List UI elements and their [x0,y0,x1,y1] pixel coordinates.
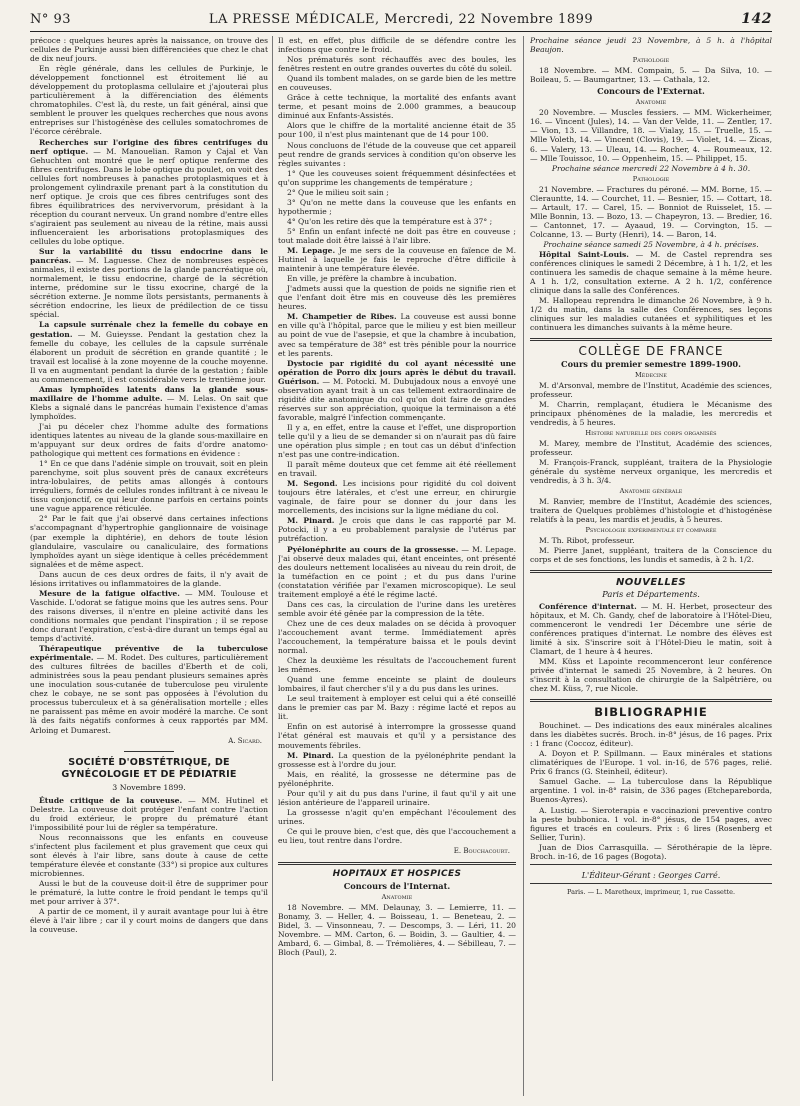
paragraph: M. Hallopeau reprendra le dimanche 26 Novembre, à 9 h. 1/2 du matin, dans la salle des Conférences, ses leçons cliniques sur les maladies cutanées et syphilitiques et les continuera les dimanches suivants à la même heure. [530,296,772,333]
article-body: — M. Potocki. M. Dubujadoux nous a envoyé une observation ayant trait à un cas tellement extraordinaire de rigidité dite anatomique du col qu'on doit faire de grandes réserves sur son appréciation, quoique la terminaison a été favorable, malgré l'infection commençante. [278,376,516,422]
list-item: 2° Que le milieu soit sain ; [287,187,389,197]
bibliography-entry: A. Doyon et P. Spillmann. — Eaux minérales et stations climatériques de l'Europe. 1 vol. in-16, de 576 pages, relié. Prix 6 francs (G. Steinheil, éditeur). [530,749,772,777]
paragraph: Ce qui le prouve bien, c'est que, dès que l'accouchement a eu lieu, tout rentre dans l'ordre. [278,826,516,845]
paragraph: Nos prématurés sont réchauffés avec des boules, les fenêtres restent en outre grandes ouvertes du côté du soleil. [278,55,516,74]
paragraph: Alors que le chiffre de la mortalité ancienne était de 35 pour 100, il n'est plus maintenant que de 14 pour 100. [278,121,516,140]
article-body: La question de la pyélonéphrite pendant la grossesse est à l'ordre du jour. [278,750,516,769]
article-body: — M. de Castel reprendra ses conférences cliniques le samedi 2 Décembre, à 1 h. 1/2, et les continuera les samedis de chaque semaine à la même heure. A 1 h. 1/2, consultation externe. A 2 h. 1/2, conférence clinique dans la salle des Conférences. [530,250,772,296]
article [30,796,268,832]
society-date: 3 Novembre 1899. [112,782,186,792]
paragraph: M. Charrin, remplaçant, étudiera le Mécanisme des principaux phénomènes de la maladie, les mercredis et vendredis, à 5 heures. [530,399,772,427]
article-body: — MM. Toulouse et Vaschide. L'odorat se fatigue moins que les autres sens. Pour des raisons diverses, il n'entre en pleine activité dans les conditions normales que pendant l'inspiration ; il se repose donc durant l'expiration, c'est-à-dire durant un temps égal au temps d'activité. [30,588,268,644]
paragraph: Prochaine séance mercredi 22 Novembre à 4 h. 30. [551,163,751,173]
article [278,359,516,422]
discipline-label: Pathologie [632,56,670,65]
printer-credit: Paris. — L. Maretheux, imprimeur, 1, rue Cassette. [566,887,736,896]
separator-rule [124,751,174,752]
paragraph: Nous concluons de l'étude de la couveuse que cet appareil peut rendre de grands services à condition qu'on observe les règles suivantes : [278,140,516,168]
discipline-label: Psychologie expérimentale et comparée [585,526,717,535]
paragraph: Dans aucun de ces deux ordres de faits, il n'y avait de lésions irritatives ou inflammatoires de la glande. [30,569,268,588]
paragraph: Chez la deuxième les résultats de l'accouchement furent les mêmes. [278,656,516,675]
paragraph: Dans ces cas, la circulation de l'urine dans les uretères semble avoir été gênée par la compression de la tête. [278,599,516,618]
article [278,751,516,769]
bibliography-entry: Bouchinet. — Des indications des eaux minérales alcalines dans les diabètes sucrés. Broch. in-8° jésus, de 16 pages. Prix : 1 franc (Coccoz, éditeur). [530,721,772,749]
article [30,644,268,734]
section-banner-nouvelles: NOUVELLES [616,577,686,589]
paragraph: La grossesse n'agit qu'en empêchant l'écoulement des urines. [278,807,516,826]
column-2 [278,36,516,1081]
article-body: — M. Lelas. On sait que Klebs a signalé dans le pancréas humain l'existence d'amas lymphoïdes. [30,393,268,421]
section-banner-hopitaux: HOPITAUX ET HOSPICES [332,869,462,880]
discipline-label: Anatomie [381,893,413,902]
paragraph: 2° Par le fait que j'ai observé dans certaines infections s'accompagnant d'hypertrophie ganglionnaire de voisinage (par exemple la diphtérie), en dehors de toute lésion glandulaire, vasculaire ou canaliculaire, des formations lymphoïdes ayant un siège identique à celles précédemment signalées et de même aspect. [30,514,268,569]
paragraph: M. Th. Ribot, professeur. [539,536,635,546]
paragraph: MM. Küss et Lapointe recommenceront leur conférence privée d'internat le samedi 25 Novembre, à 2 heures. On s'inscrit à la consultation de chirurgie de la Salpêtrière, ou chez M. Küss, 7, rue Nicole. [530,656,772,693]
paragraph: 18 Novembre. — MM. Delaunay, 3. — Lemierre, 11. — Bonamy, 3. — Heller, 4. — Boisseau, 1. — Beneteau, 2. — Bidel, 3. — Vinsonneau, 7. — Descomps, 3. — Léri, 11. 20 Novembre. — MM. Carton, 6. — Boidin, 3. — Gaultier, 4. — Ambard, 6. — Gimbal, 8. — Trémolières, 4. — Sébilleau, 7. — Bloch (Paul), 2. [278,903,516,958]
column-1 [30,36,268,1081]
subsection-title: Concours de l'Externat. [597,86,705,97]
list-item: 5° Enfin un enfant infecté ne doit pas être en couveuse ; tout malade doit être laissé à l'air libre. [278,226,516,245]
subsection-title: Paris et Départements. [602,588,700,599]
speaker: M. Segond. [287,479,338,489]
paragraph: M. d'Arsonval, membre de l'Institut, Académie des sciences, professeur. [530,380,772,399]
column-3 [530,36,772,1096]
paragraph: Enfin on est autorisé à interrompre la grossesse quand l'état général est mauvais et qu'il y a persistance des mouvements fébriles. [278,722,516,750]
masthead [30,10,772,32]
paragraph: M. Marey, membre de l'Institut, Académie des sciences, professeur. [530,438,772,457]
speaker: M. Lepage. [287,246,336,256]
paragraph: A partir de ce moment, il y aurait avantage pour lui à être élevé à l'air libre ; car il y court moins de dangers que dans la couveuse. [30,907,268,935]
signature: A. Sicard. [228,736,262,745]
double-rule [530,570,772,573]
article [530,250,772,295]
article-body: La couveuse est aussi bonne en ville qu'à l'hôpital, parce que le milieu y est bien meilleur au point de vue de l'asepsie, et que la chambre à incubation, avec sa température de 38° est très pénible pour la nourrice et les parents. [278,312,516,358]
paragraph: 1° En ce que dans l'adénie simple on trouvait, soit en plein parenchyme, soit plus souvent près de canaux excréteurs intra-lobulaires, de petits amas allongés à contours irréguliers, formés de cellules rondes infiltrant à ce niveau le tissu conjonctif, ce qui leur donne parfois en certains points une vague apparence réticulée. [30,459,268,514]
paragraph: Quand ils tombent malades, on se garde bien de les mettre en couveuses. [278,74,516,93]
article [30,247,268,319]
article-body: — M. Guieysse. Pendant la gestation chez la femelle du cobaye, les cellules de la capsule surrénale élaborent un produit de sécrétion en grande quantité ; le travail est localisé à la zone moyenne de la couche moyenne. Il va en augmentant pendant la durée de la gestation ; faible au commencement, il est considérable vers le trentième jour. [30,329,268,384]
article [530,602,772,656]
discipline-label: Histoire naturelle des corps organisés [585,428,717,437]
article [30,320,268,383]
speaker: M. Pinard. [287,516,335,526]
paragraph: Grâce à cette technique, la mortalité des enfants avant terme, et pesant moins de 2.000 grammes, a beaucoup diminué aux Enfants-Assistés. [278,93,516,121]
article [30,138,268,247]
issue-number: N° 93 [30,12,72,27]
section-title-college: COLLÈGE DE FRANCE [578,344,724,359]
editor-credit: L'Éditeur-Gérant : Georges Carré. [581,870,721,880]
paragraph: J'ai pu déceler chez l'homme adulte des formations identiques latentes au niveau de la glande sous-maxillaire en m'appuyant sur deux ordres de faits d'ordre anatomo-pathologique qui mettent ces formations en évidence : [30,421,268,459]
column-rule-1 [272,36,273,1081]
article-title: La capsule surrénale chez la femelle du cobaye en gestation. [30,320,268,339]
article-body: — M. Manouelian. Ramon y Cajal et Van Gehuchten ont montré que le nerf optique renferme des fibres centrifuges. Dans le lobe optique du poulet, on voit des cellules fort nombreuses à panaches protoplasmiques et à prolongement cylindraxile prenant part à la constitution du nerf optique. Je crois que ces fibres centrifuges sont des fibres équilibratrices des nervivervorum, présidant à la réception du courant nerveux. Un grand nombre d'entre elles s'agiraient pas seulement au niveau de la rétine, mais aussi influenceraient les arborisations protoplasmiques des cellules du lobe optique. [30,146,268,247]
double-rule [530,699,772,702]
article-body: — M. Lepage. J'ai observé deux malades qui, étant enceintes, ont présenté des douleurs nettement localisées au niveau du rein droit, de la tuméfaction en ce point ; et du pus dans l'urine (constatation vérifiée par l'examen microscopique). Le seul traitement employé a été le régime lacté. [278,544,516,599]
paragraph: M. Pierre Janet, suppléant, traitera de la Conscience du corps et de ses fonctions, les lundis et samedis, à 2 h. 1/2. [530,546,772,565]
journal-title: LA PRESSE MÉDICALE, Mercredi, 22 Novembre 1899 [208,12,594,27]
article-title: Mesure de la fatigue olfactive. [39,588,180,598]
speaker: M. Pinard. [287,750,334,760]
paragraph: En règle générale, dans les cellules de Purkinje, le développement fonctionnel est étroitement lié au développement du protoplasma cellulaire et j'ajouterai plus particulièrement à la différenciation des éléments chromatophiles. C'est là, du reste, un fait général, ainsi que semblent le prouver les quelques recherches que nous avons entreprises sur l'histogénèse des cellules somatochromes de l'écorce cérébrale. [30,64,268,137]
paragraph: Chez une de ces deux malades on se décida à provoquer l'accouchement avant terme. Immédiatement après l'accouchement, la température baissa et le pouls devint normal. [278,618,516,656]
paragraph: Le seul traitement à employer est celui qui a été conseillé dans le premier cas par M. Bazy : régime lacté et repos au lit. [278,694,516,722]
article-title: Conférence d'internat. [539,601,637,611]
paragraph: Mais, en réalité, la grossesse ne détermine pas de pyélonéphrite. [278,769,516,788]
paragraph: Il est, en effet, plus difficile de se défendre contre les infections que contre le froid. [278,36,516,55]
list-item: 3° Qu'on ne mette dans la couveuse que les enfants en hypothermie ; [278,197,516,216]
section-title-bibliographie: BIBLIOGRAPHIE [594,705,708,720]
speaker: M. Champetier de Ribes. [287,312,397,322]
article [30,589,268,643]
article-title: Recherches sur l'origine des fibres centrifuges du nerf optique. [30,137,268,156]
column-rule-2 [523,36,524,1096]
article-title: Amas lymphoïdes latents dans la glande sous-maxillaire de l'homme adulte. [30,384,268,403]
discipline-label: Médecine [635,370,667,379]
article-title: Dystocie par rigidité du col ayant nécessité une opération de Porro dix jours après le début du travail. Guérison. [278,358,516,386]
signature: E. Bouchacourt. [453,847,510,856]
paragraph: 21 Novembre. — Fractures du péroné. — MM. Borne, 15. — Clerauntte, 14. — Courchet, 11. — Besnier, 15. — Cottart, 18. — Artault, 17. — Carel, 15. — Bonniot de Ruisselet, 15. — Mlle Bonnin, 13. — Bozo, 13. — Chapeyron, 13. — Bredier, 16. — Cantonnet, 17. — Ayaaud, 19. — Corvington, 15. — Colcanne, 13. — Burty (Henri), 14. — Baron, 14. [530,184,772,239]
bibliography-entry: A. Lustig. — Sieroterapia e vaccinazioni preventive contro la peste bubbonica. 1 vol. in-8° jésus, de 154 pages, avec figures et tracés en couleurs. Prix : 6 lires (Rosenberg et Sellier, Turin). [530,805,772,842]
article-title: Thérapeutique préventive de la tuberculose expérimentale. [30,644,268,663]
society-title: SOCIÉTÉ D'OBSTÉTRIQUE, DE GYNÉCOLOGIE ET DE PÉDIATRIE [61,756,237,780]
rule [530,883,772,884]
article-title: Sur la variabilité du tissu endocrine dans le pancréas. [30,247,268,266]
list-item: 4° Qu'on les retire dès que la température est à 37° ; [287,216,493,226]
subsection-title: Cours du premier semestre 1899-1900. [561,358,741,369]
article-body: Les incisions pour rigidité du col doivent toujours être latérales, et c'est une erreur, en chirurgie vaginale, de faire pour se donner du jour dans les morcellements, des incisions sur la ligne médiane du col. [278,479,516,516]
article-body: Je me sers de la couveuse en faïence de M. Hutinel à laquelle je fais le reproche d'être difficile à maintenir à une température élevée. [278,246,516,274]
paragraph: Il paraît même douteux que cet femme ait été réellement en travail. [278,460,516,479]
paragraph: J'admets aussi que la question de poids ne signifie rien et que l'enfant doit être mis en couveuse dès les premières heures. [278,284,516,312]
article-body: Je crois que dans le cas rapporté par M. Potocki, il y a eu probablement paralysie de l'utérus par putréfaction. [278,516,516,544]
article-body: — M. Rodet. Des cultures, particulièrement des cultures filtrées de bacilles d'Eberth et de coli, administrées sous la peau pendant plusieurs semaines après une inoculation sous-cutanée de tuberculose peu virulente chez le cobaye, ne se sont pas opposées à l'évolution du processus tuberculeux et à sa généralisation mortelle ; elles ne paraissent pas même en avoir modéré la marche. Ce sont là des faits négatifs conformes à ceux rapportés par MM. Arloing et Dumarest. [30,653,268,735]
paragraph: Prochaine séance samedi 25 Novembre, à 4 h. précises. [543,239,759,249]
article-title: Hôpital Saint-Louis. [539,250,629,260]
article [278,516,516,543]
discipline-label: Anatomie [635,98,667,107]
paragraph: Quand une femme enceinte se plaint de douleurs lombaires, il faut chercher s'il y a du pus dans les urines. [278,675,516,694]
paragraph: M. François-Franck, suppléant, traitera de la Physiologie générale du système nerveux organique, les mercredis et vendredis, à 3 h. 3/4. [530,457,772,486]
paragraph: 18 Novembre. — MM. Compain, 5. — Da Silva, 10. — Boileau, 5. — Baumgartner, 13. — Cathala, 12. [530,66,772,85]
article-body: — M. H. Herbet, prosecteur des hôpitaux, et M. Ch. Gandy, chef de laboratoire à l'Hôtel-Dieu, commenceront le vendredi 1er Décembre une série de conférences pratiques d'internat. Le nombre des élèves est limité à six. S'inscrire soit à l'Hôtel-Dieu le matin, soit à Clamart, de 1 heure à 4 heures. [530,601,772,656]
article [278,246,516,273]
article-title: Étude critique de la couveuse. [39,795,183,805]
discipline-label: Anatomie générale [619,487,683,496]
article-body: — MM. Hutinel et Delestre. La couveuse doit protéger l'enfant contre l'action du froid extérieur, le propre du prématuré étant l'impossibilité pour lui de régler sa température. [30,795,268,832]
paragraph: M. Ranvier, membre de l'Institut, Académie des sciences, traitera de Quelques problèmes d'histologie et d'histogénèse relatifs à la peau, les mardis et jeudis, à 5 heures. [530,497,772,525]
article [278,312,516,357]
paragraph: Pour qu'il y ait du pus dans l'urine, il faut qu'il y ait une lésion antérieure de l'appareil urinaire. [278,788,516,807]
bibliography-entry: Samuel Gache. — La tuberculose dans la République argentine. 1 vol. in-8° raisin, de 336 pages (Etchepareborda, Buenos-Ayres). [530,777,772,805]
discipline-label: Pathologie [632,174,670,183]
rule [530,864,772,865]
article [278,545,516,599]
article [278,479,516,515]
paragraph: Nous reconnaissons que les enfants en couveuse s'infectent plus facilement et plus gravement que ceux qui sont élevés à l'air libre, sans doute à cause de cette température élevée et constante (33°) si propice aux cultures microbiennes. [30,832,268,879]
paragraph: Il y a, en effet, entre la cause et l'effet, une disproportion telle qu'il y a lieu de se demander si on n'aurait pas dû faire une opération plus simple ; en tout cas un début d'infection n'est pas une contre-indication. [278,422,516,460]
double-rule [278,862,516,865]
bibliography-entry: Juan de Dios Carrasquilla. — Sérothérapie de la lèpre. Broch. in-16, de 16 pages (Bogota). [530,842,772,861]
paragraph: En ville, je préfère la chambre à incubation. [287,274,457,284]
list-item: 1° Que les couveuses soient fréquemment désinfectées et qu'on supprime les changements de température ; [278,168,516,187]
paragraph: Prochaine séance jeudi 23 Novembre, à 5 h. à l'hôpital Beaujon. [530,36,772,55]
subsection-title: Concours de l'Internat. [343,881,451,892]
article-title: Pyélonéphrite au cours de la grossesse. [287,544,459,554]
double-rule [530,338,772,341]
paragraph: Aussi le but de la couveuse doit-il être de supprimer pour le prématuré, la lutte contre le froid pendant le temps qu'il met pour arriver à 37°. [30,879,268,907]
article [30,385,268,421]
article-body: — M. Laguesse. Chez de nombreuses espèces animales, il existe des portions de la glande pancréatique où, normalement, le tissu endocrine, chargé de la sécrétion interne, prédomine sur le tissu exocrine, chargé de la sécrétion externe. Je nomme îlots persistants, permanents à sécrétion endocrine, les lieux de prédilection de ce tissu spécial. [30,256,268,320]
paragraph: précoce : quelques heures après la naissance, on trouve des cellules de Purkinje aussi bien différenciées que chez le chat de dix neuf jours. [30,36,268,64]
page-number: 142 [741,11,772,27]
paragraph: 20 Novembre. — Muscles fessiers. — MM. Wickerheimer, 16. — Vincent (Jules), 14. — Van der Velde, 11. — Zentler, 17. — Vion, 13. — Villandre, 18. — Vialay, 15. — Truelle, 15. — Mlle Voleth, 14. — Vincent (Clovis), 19. — Violet, 14. — Zicas, 6. — Valery, 13. — Uleau, 14. — Rocher, 4. — Roumeaux, 12. — Mlle Touissoc, 10. — Oppenheim, 15. — Philippet, 15. [530,108,772,163]
